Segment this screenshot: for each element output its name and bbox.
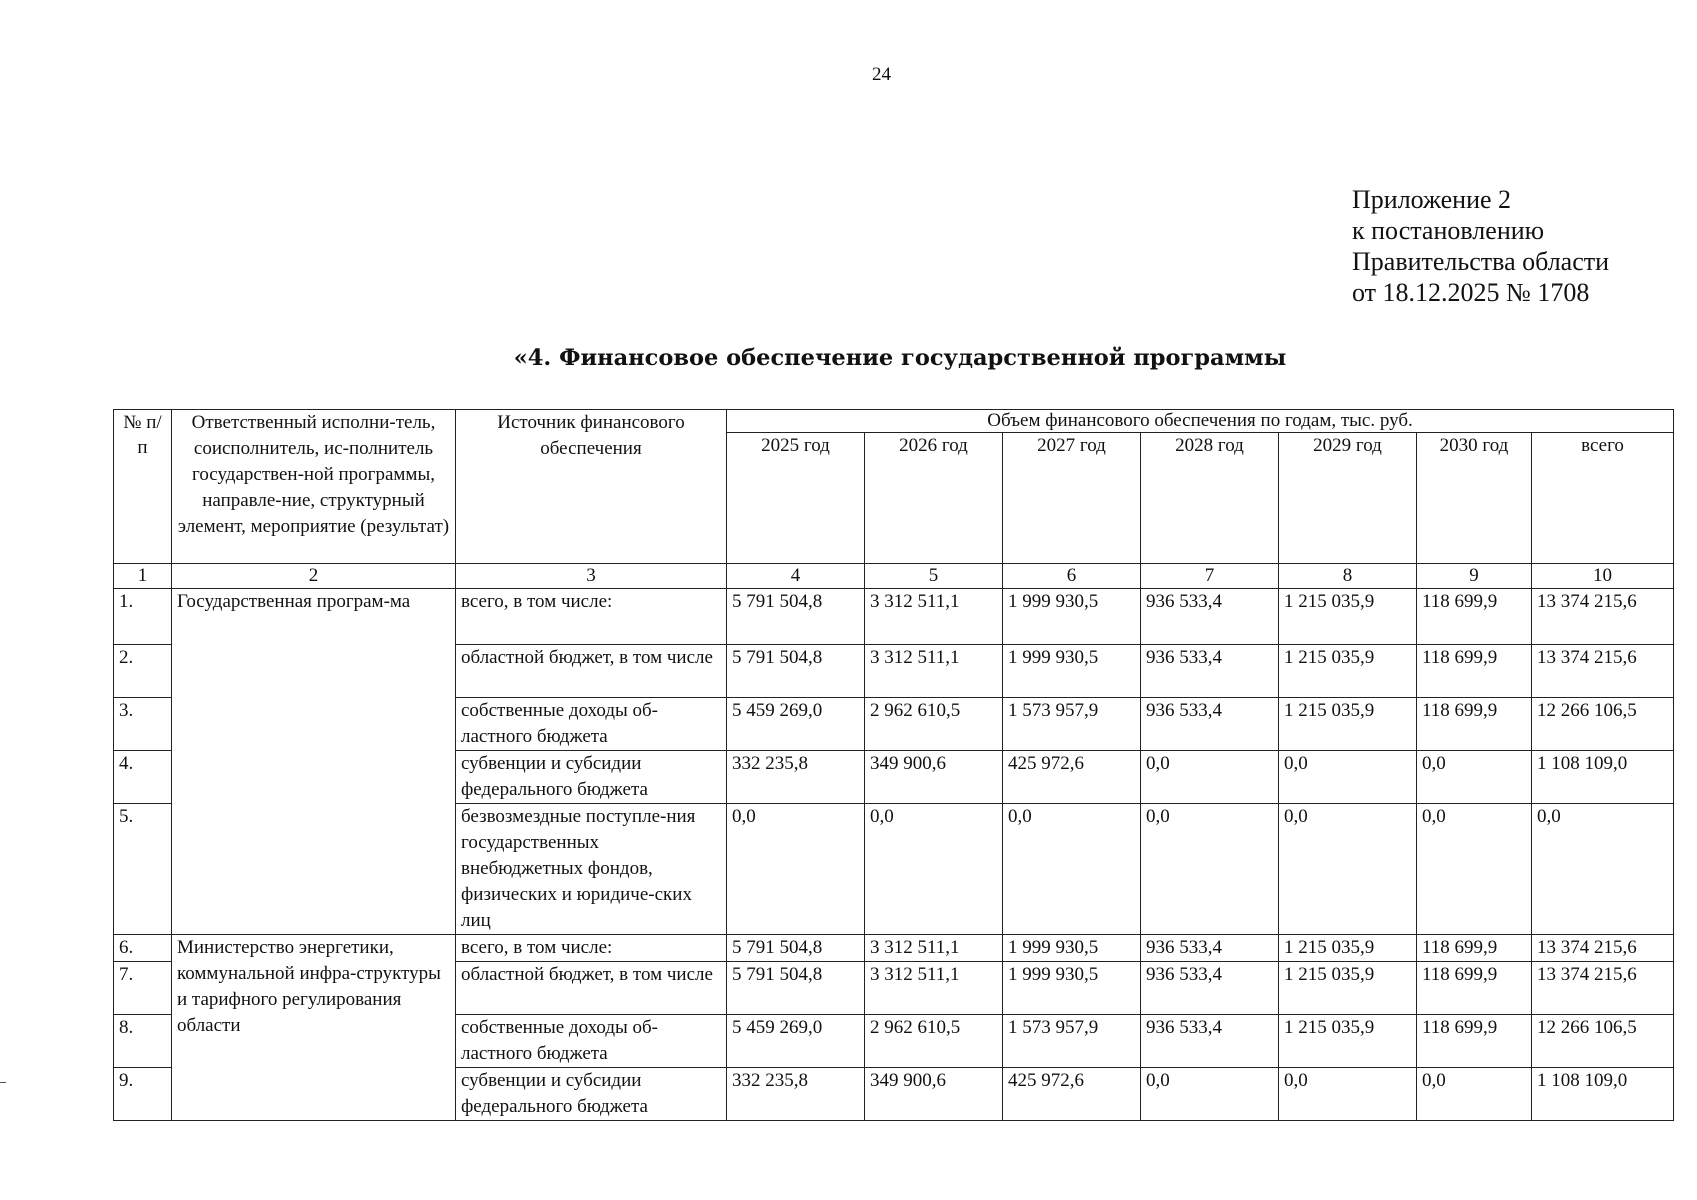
table-row [114,589,1674,645]
value-2025: 5 791 504,8 [727,645,865,698]
value-2026: 349 900,6 [865,751,1003,804]
column-number: 3 [456,564,727,589]
row-number: 5. [114,804,172,935]
value-total: 0,0 [1532,804,1674,935]
column-number: 4 [727,564,865,589]
value-2029: 1 215 035,9 [1279,1015,1417,1068]
table-body [114,410,1674,1121]
value-2028: 936 533,4 [1141,589,1279,645]
row-number: 4. [114,751,172,804]
header-row [114,410,1674,433]
header-year-2027: 2027 год [1003,433,1141,564]
value-2026: 3 312 511,1 [865,935,1003,962]
value-2030: 118 699,9 [1417,935,1532,962]
value-2028: 936 533,4 [1141,1015,1279,1068]
value-2029: 1 215 035,9 [1279,589,1417,645]
value-2029: 1 215 035,9 [1279,698,1417,751]
value-2027: 1 999 930,5 [1003,962,1141,1015]
row-source: областной бюджет, в том числе [456,962,727,1015]
value-2028: 0,0 [1141,804,1279,935]
value-2030: 118 699,9 [1417,1015,1532,1068]
header-year-2026: 2026 год [865,433,1003,564]
row-number: 3. [114,698,172,751]
value-2026: 2 962 610,5 [865,1015,1003,1068]
value-total: 12 266 106,5 [1532,1015,1674,1068]
value-2027: 1 999 930,5 [1003,589,1141,645]
row-number: 1. [114,589,172,645]
column-number: 6 [1003,564,1141,589]
column-number: 10 [1532,564,1674,589]
value-2027: 1 999 930,5 [1003,935,1141,962]
row-source: областной бюджет, в том числе [456,645,727,698]
row-number: 9. [114,1068,172,1121]
value-2026: 349 900,6 [865,1068,1003,1121]
column-number: 9 [1417,564,1532,589]
value-2029: 0,0 [1279,751,1417,804]
scan-edge-mark [0,1082,6,1083]
value-2026: 3 312 511,1 [865,645,1003,698]
value-2028: 0,0 [1141,1068,1279,1121]
value-total: 12 266 106,5 [1532,698,1674,751]
value-2030: 0,0 [1417,751,1532,804]
row-source: всего, в том числе: [456,935,727,962]
value-2027: 1 999 930,5 [1003,645,1141,698]
value-2030: 118 699,9 [1417,645,1532,698]
column-number: 7 [1141,564,1279,589]
value-2030: 0,0 [1417,1068,1532,1121]
header-source: Источник финансового обеспечения [456,410,727,564]
financing-table [113,409,1674,1121]
value-2025: 5 459 269,0 [727,698,865,751]
value-2029: 1 215 035,9 [1279,962,1417,1015]
group-executor: Государственная програм-ма [172,589,456,935]
row-source: собственные доходы об-ластного бюджета [456,1015,727,1068]
row-number: 2. [114,645,172,698]
appendix-line: от 18.12.2025 № 1708 [1352,278,1590,307]
header-year-2030: 2030 год [1417,433,1532,564]
value-2029: 1 215 035,9 [1279,645,1417,698]
value-2027: 425 972,6 [1003,1068,1141,1121]
value-2025: 5 791 504,8 [727,935,865,962]
value-total: 13 374 215,6 [1532,962,1674,1015]
appendix-block [1352,184,1609,308]
value-2030: 118 699,9 [1417,698,1532,751]
row-source: субвенции и субсидии федерального бюджета [456,751,727,804]
section-title: «4. Финансовое обеспечение государственной программы [513,345,1287,371]
value-2025: 332 235,8 [727,751,865,804]
header-year-2029: 2029 год [1279,433,1417,564]
row-source: всего, в том числе: [456,589,727,645]
header-total: всего [1532,433,1674,564]
value-2025: 5 791 504,8 [727,589,865,645]
value-2027: 1 573 957,9 [1003,698,1141,751]
appendix-line: Приложение 2 [1352,185,1512,214]
appendix-line: к постановлению [1352,216,1545,245]
value-2028: 936 533,4 [1141,698,1279,751]
value-2029: 0,0 [1279,1068,1417,1121]
row-number: 7. [114,962,172,1015]
value-2025: 5 459 269,0 [727,1015,865,1068]
value-2028: 936 533,4 [1141,645,1279,698]
value-2027: 1 573 957,9 [1003,1015,1141,1068]
row-number: 8. [114,1015,172,1068]
value-2028: 936 533,4 [1141,962,1279,1015]
value-2026: 2 962 610,5 [865,698,1003,751]
value-2030: 0,0 [1417,804,1532,935]
value-2025: 332 235,8 [727,1068,865,1121]
column-number: 2 [172,564,456,589]
value-total: 1 108 109,0 [1532,751,1674,804]
value-total: 1 108 109,0 [1532,1068,1674,1121]
value-2030: 118 699,9 [1417,589,1532,645]
value-total: 13 374 215,6 [1532,935,1674,962]
value-total: 13 374 215,6 [1532,589,1674,645]
column-number: 8 [1279,564,1417,589]
value-2026: 0,0 [865,804,1003,935]
header-year-2028: 2028 год [1141,433,1279,564]
value-2030: 118 699,9 [1417,962,1532,1015]
header-no: № п/п [114,410,172,564]
value-2028: 936 533,4 [1141,935,1279,962]
column-number: 1 [114,564,172,589]
page-number: 24 [872,64,891,85]
value-2026: 3 312 511,1 [865,962,1003,1015]
group-executor: Министерство энергетики, коммунальной инфра-структуры и тарифного регулирования области [172,935,456,1121]
column-number-row [114,564,1674,589]
header-year-2025: 2025 год [727,433,865,564]
header-volume: Объем финансового обеспечения по годам, тыс. руб. [727,410,1674,433]
table-row [114,935,1674,962]
value-total: 13 374 215,6 [1532,645,1674,698]
value-2027: 425 972,6 [1003,751,1141,804]
value-2025: 5 791 504,8 [727,962,865,1015]
value-2025: 0,0 [727,804,865,935]
value-2027: 0,0 [1003,804,1141,935]
header-executor: Ответственный исполни-тель, соисполнитель, ис-полнитель государствен-ной программы, направле-ние, структурный элемент, мероприятие (результат) [172,410,456,564]
column-number: 5 [865,564,1003,589]
value-2028: 0,0 [1141,751,1279,804]
row-number: 6. [114,935,172,962]
value-2029: 0,0 [1279,804,1417,935]
row-source: собственные доходы об-ластного бюджета [456,698,727,751]
value-2029: 1 215 035,9 [1279,935,1417,962]
row-source: субвенции и субсидии федерального бюджета [456,1068,727,1121]
value-2026: 3 312 511,1 [865,589,1003,645]
appendix-line: Правительства области [1352,247,1610,276]
row-source: безвозмездные поступле-ния государственных внебюджетных фондов, физических и юридиче-ских лиц [456,804,727,935]
